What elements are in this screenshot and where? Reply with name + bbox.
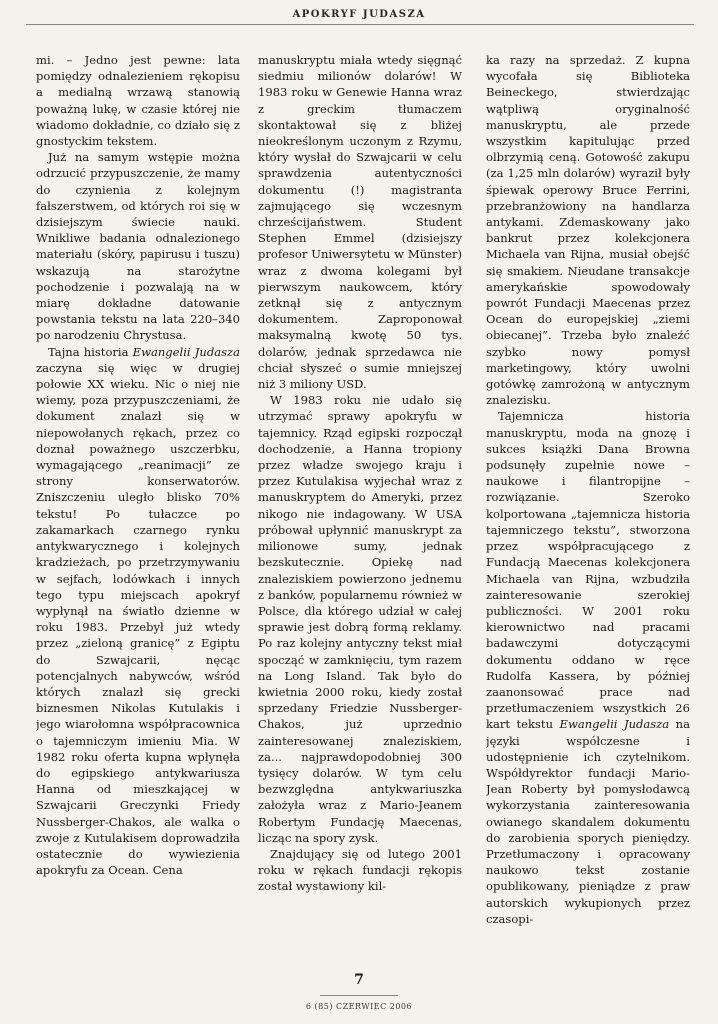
header-rule	[26, 24, 694, 25]
text-column-3	[486, 52, 690, 952]
text-run: zaczyna się więc w drugiej połowie XX wieku. Nic o niej nie wiemy, poza przypuszczeniami, że dokument znalazł się w niepowołanych rękach, przez co doznał poważnego uszczerbku, wymagającego „reanimacji” ze strony konserwatorów. Zniszczeniu uległo blisko 70% tekstu! Po tułaczce po zakamarkach czarnego rynku antykwarycznego i kolejnych kradzieżach, po przetrzymywaniu w sejfach, lodówkach i innych tego typu miejscach apokryf wypłynął na światło dzienne w roku 1983. Przebył już wtedy przez „zieloną granicę” z Egiptu do Szwajcarii, nęcąc potencjalnych nabywców, wśród których znalazł się grecki biznesmen Nikolas Kutulakis i jego wiarołomna współpracownica o tajemniczym imieniu Mia. W 1982 roku oferta kupna wpłynęła do egipskiego antykwariusza Hanna od mieszkającej w Szwajcarii Greczynki Friedy Nussberger-Chakos, ale walka o zwoje z Kutulakisem doprowadziła ostatecznie do wywiezienia apokryfu za Ocean. Cena	[36, 360, 240, 878]
paragraph	[36, 344, 240, 879]
italic-title: Ewangelii Judasza	[559, 717, 670, 732]
running-title: APOKRYF JUDASZA	[292, 9, 426, 20]
paragraph: Znajdujący się od lutego 2001 roku w rękach fundacji rękopis został wystawiony kil-	[258, 846, 462, 894]
text-column-2	[258, 52, 462, 952]
text-run: Tajna historia	[48, 344, 133, 359]
text-run: Tajemnicza historia manuskryptu, moda na gnozę i sukces książki Dana Browna podsunęły zupełnie nowe – naukowe i filantropijne – rozwiązanie. Szeroko kolportowana „tajemnicza historia tajemniczego tekstu”, stworzona przez współpracującego z Fundacją Maecenas kolekcjonera Michaela van Rijna, wzbudziła zainteresowanie szerokiej publiczności. W 2001 roku kierownictwo nad pracami badawczymi dotyczącymi dokumentu oddano w ręce Rudolfa Kassera, by później zaanonsować prace nad przetłumaczeniem wszystkich 26 kart tekstu	[486, 409, 690, 732]
issue-info: 6 (85) CZERWIEC 2006	[305, 1002, 413, 1011]
paragraph: Już na samym wstępie można odrzucić przypuszczenie, że mamy do czynienia z kolejnym fałszerstwem, od których roi się w dzisiejszym świecie nauki. Wnikliwe badania odnalezionego materiału (skóry, papirusu i tuszu) wskazują na starożytne pochodzenie i pozwalają na w miarę dokładne datowanie powstania tekstu na lata 220–340 po narodzeniu Chrystusa.	[36, 150, 240, 343]
page-number: 7	[354, 972, 364, 988]
paragraph: W 1983 roku nie udało się utrzymać sprawy apokryfu w tajemnicy. Rząd egipski rozpoczął dochodzenie, a Hanna tropiony przez władze swojego kraju i przez Kutulakisa wyjechał wraz z manuskryptem do Ameryki, przez nikogo nie indagowany. W USA próbował upłynnić manuskrypt za milionowe sumy, jednak bezskutecznie. Opiekę nad znaleziskiem powierzono jednemu z banków, popularnemu również w Polsce, dla którego udział w całej sprawie jest dobrą formą reklamy. Po raz kolejny antyczny tekst miał spocząć w zamknięciu, tym razem na Long Island. Tak było do kwietnia 2000 roku, kiedy został sprzedany Friedzie Nussberger-Chakos, już uprzednio zainteresowanej znaleziskiem, za... najprawdopodobniej 300 tysięcy dolarów. W tym celu bezwzględna antykwariuszka założyła wraz z Mario-Jeanem Robertym Fundację Maecenas, licząc na spory zysk.	[258, 393, 462, 845]
paragraph	[486, 408, 690, 927]
text-column-1	[36, 52, 240, 952]
paragraph: manuskryptu miała wtedy sięgnąć siedmiu milionów dolarów! W 1983 roku w Genewie Hanna wraz z greckim tłumaczem skontaktował się z bliżej nieokreślonym uczonym z Rzymu, który wysłał do Szwajcarii w celu sprawdzenia autentyczności dokumentu (!) magistranta zajmującego się wczesnym chrześcijaństwem. Student Stephen Emmel (dzisiejszy profesor Uniwersytetu w Münster) wraz z dwoma kolegami był pierwszym naukowcem, który zetknął się z antycznym dokumentem. Zaproponował maksymalną kwotę 50 tys. dolarów, jednak sprzedawca nie chciał słyszeć o sumie mniejszej niż 3 miliony USD.	[258, 53, 462, 392]
paragraph: mi. – Jedno jest pewne: lata pomiędzy odnalezieniem rękopisu a medialną wrzawą stanowią poważną lukę, w czasie której nie wiadomo dokładnie, co działo się z gnostyckim tekstem.	[36, 53, 240, 149]
paragraph: ka razy na sprzedaż. Z kupna wycofała się Biblioteka Beineckego, stwierdzając wątpliwą oryginalność manuskryptu, ale przede wszystkim kapitulując przed olbrzymią ceną. Gotowość zakupu (za 1,25 mln dolarów) wyraził były śpiewak operowy Bruce Ferrini, przebranżowiony na handlarza antykami. Zdemaskowany jako bankrut przez kolekcjonera Michaela van Rijna, musiał obejść się smakiem. Nieudane transakcje amerykańskie spowodowały powrót Fundacji Maecenas przez Ocean do europejskiej „ziemi obiecanej”. Trzeba było znaleźć szybko nowy pomysł marketingowy, który uwolni gotówkę zamrożoną w antycznym znalezisku.	[486, 53, 690, 408]
text-run: na języki współczesne i udostępnienie ich czytelnikom. Współdyrektor fundacji Mario-Jean Roberty był pomysłodawcą wykorzystania zainteresowania owianego skandalem dokumentu do zarobienia sporych pieniędzy. Przetłumaczony i opracowany naukowo tekst zostanie opublikowany, pieniądze z praw autorskich wykupionych przez czasopi-	[486, 717, 690, 926]
italic-title: Ewangelii Judasza	[132, 344, 240, 359]
footer-rule	[320, 995, 398, 996]
